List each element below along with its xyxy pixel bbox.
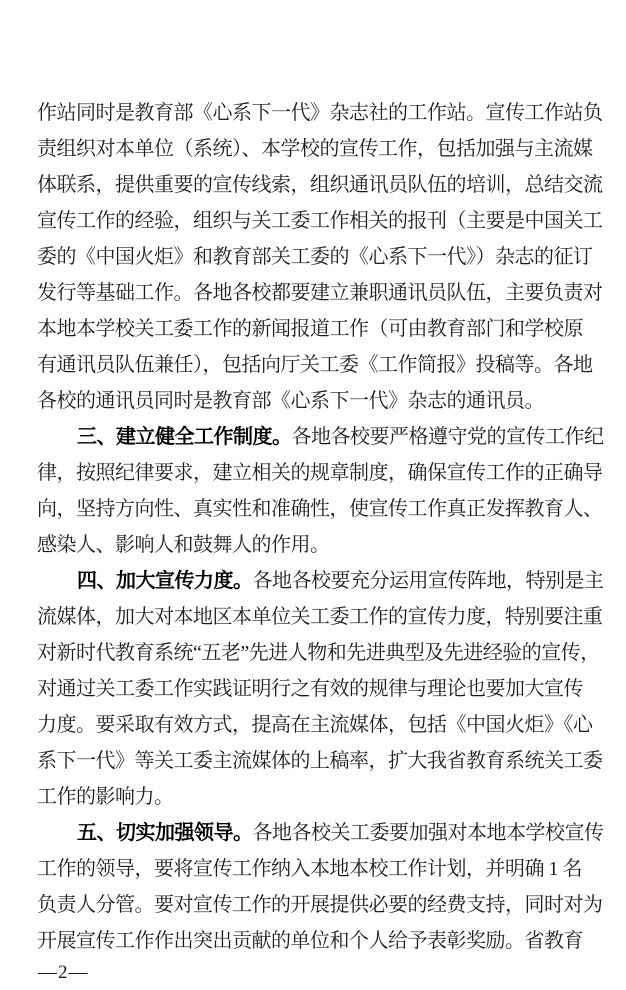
text-line — [37, 779, 607, 815]
body-run: 系下一代》等关工委主流媒体的上稿率，扩大我省教育系统关工委 — [37, 750, 603, 772]
section-heading-run: 三、建立健全工作制度。 — [77, 426, 292, 448]
text-line — [37, 887, 607, 923]
body-run: 工作的领导，要将宣传工作纳入本地本校工作计划，并明确 1 名 — [37, 858, 582, 880]
text-line — [37, 311, 607, 347]
body-run: 体联系，提供重要的宣传线索，组织通讯员队伍的培训，总结交流 — [37, 174, 603, 196]
body-run: 对新时代教育系统“五老”先进人物和先进典型及先进经验的宣传， — [37, 642, 600, 664]
body-run: 本地本学校关工委工作的新闻报道工作（可由教育部门和学校原 — [37, 318, 583, 340]
body-run: 各地各校要严格遵守党的宣传工作纪 — [291, 426, 604, 448]
body-run: 责组织对本单位（系统）、本学校的宣传工作，包括加强与主流媒 — [37, 138, 593, 160]
body-run: 感染人、影响人和鼓舞人的作用。 — [37, 534, 330, 556]
text-line — [37, 491, 607, 527]
text-line — [37, 707, 607, 743]
body-run: 作站同时是教育部《心系下一代》杂志社的工作站。宣传工作站负 — [37, 102, 603, 124]
text-line — [37, 167, 607, 203]
text-line-section-5 — [37, 815, 607, 851]
text-line — [37, 455, 607, 491]
text-line — [37, 743, 607, 779]
body-run: 负责人分管。要对宣传工作的开展提供必要的经费支持，同时对为 — [37, 894, 603, 916]
text-line — [37, 131, 607, 167]
body-run: 流媒体，加大对本地区本单位关工委工作的宣传力度，特别要注重 — [37, 606, 603, 628]
body-run: 发行等基础工作。各地各校都要建立兼职通讯员队伍，主要负责对 — [37, 282, 603, 304]
body-run: 宣传工作的经验，组织与关工委工作相关的报刊（主要是中国关工 — [37, 210, 603, 232]
text-line — [37, 95, 607, 131]
text-line — [37, 635, 607, 671]
text-line-section-4 — [37, 563, 607, 599]
text-line — [37, 527, 607, 563]
section-heading-run: 五、切实加强领导。 — [77, 822, 253, 844]
text-line — [37, 599, 607, 635]
text-line — [37, 383, 607, 419]
text-line-section-3 — [37, 419, 607, 455]
document-body — [37, 95, 607, 959]
text-line — [37, 671, 607, 707]
text-line — [37, 923, 607, 959]
body-run: 委的《中国火炬》和教育部关工委的《心系下一代》）杂志的征订 — [37, 246, 593, 268]
body-run: 各地各校要充分运用宣传阵地，特别是主 — [252, 570, 604, 592]
body-run: 有通讯员队伍兼任），包括向厅关工委《工作简报》投稿等。各地 — [37, 354, 593, 376]
body-run: 向，坚持方向性、真实性和准确性，使宣传工作真正发挥教育人、 — [37, 498, 603, 520]
text-line — [37, 239, 607, 275]
page-number: —2— — [38, 962, 89, 983]
body-run: 律，按照纪律要求，建立相关的规章制度，确保宣传工作的正确导 — [37, 462, 603, 484]
body-run: 开展宣传工作作出突出贡献的单位和个人给予表彰奖励。省教育 — [37, 930, 583, 952]
body-run: 各地各校关工委要加强对本地本学校宣传 — [252, 822, 604, 844]
body-run: 力度。要采取有效方式，提高在主流媒体，包括《中国火炬》《心 — [37, 714, 593, 736]
text-line — [37, 347, 607, 383]
body-run: 工作的影响力。 — [37, 786, 174, 808]
body-run: 对通过关工委工作实践证明行之有效的规律与理论也要加大宣传 — [37, 678, 583, 700]
text-line — [37, 203, 607, 239]
body-run: 各校的通讯员同时是教育部《心系下一代》杂志的通讯员。 — [37, 390, 544, 412]
section-heading-run: 四、加大宣传力度。 — [77, 570, 253, 592]
text-line — [37, 275, 607, 311]
text-line — [37, 851, 607, 887]
